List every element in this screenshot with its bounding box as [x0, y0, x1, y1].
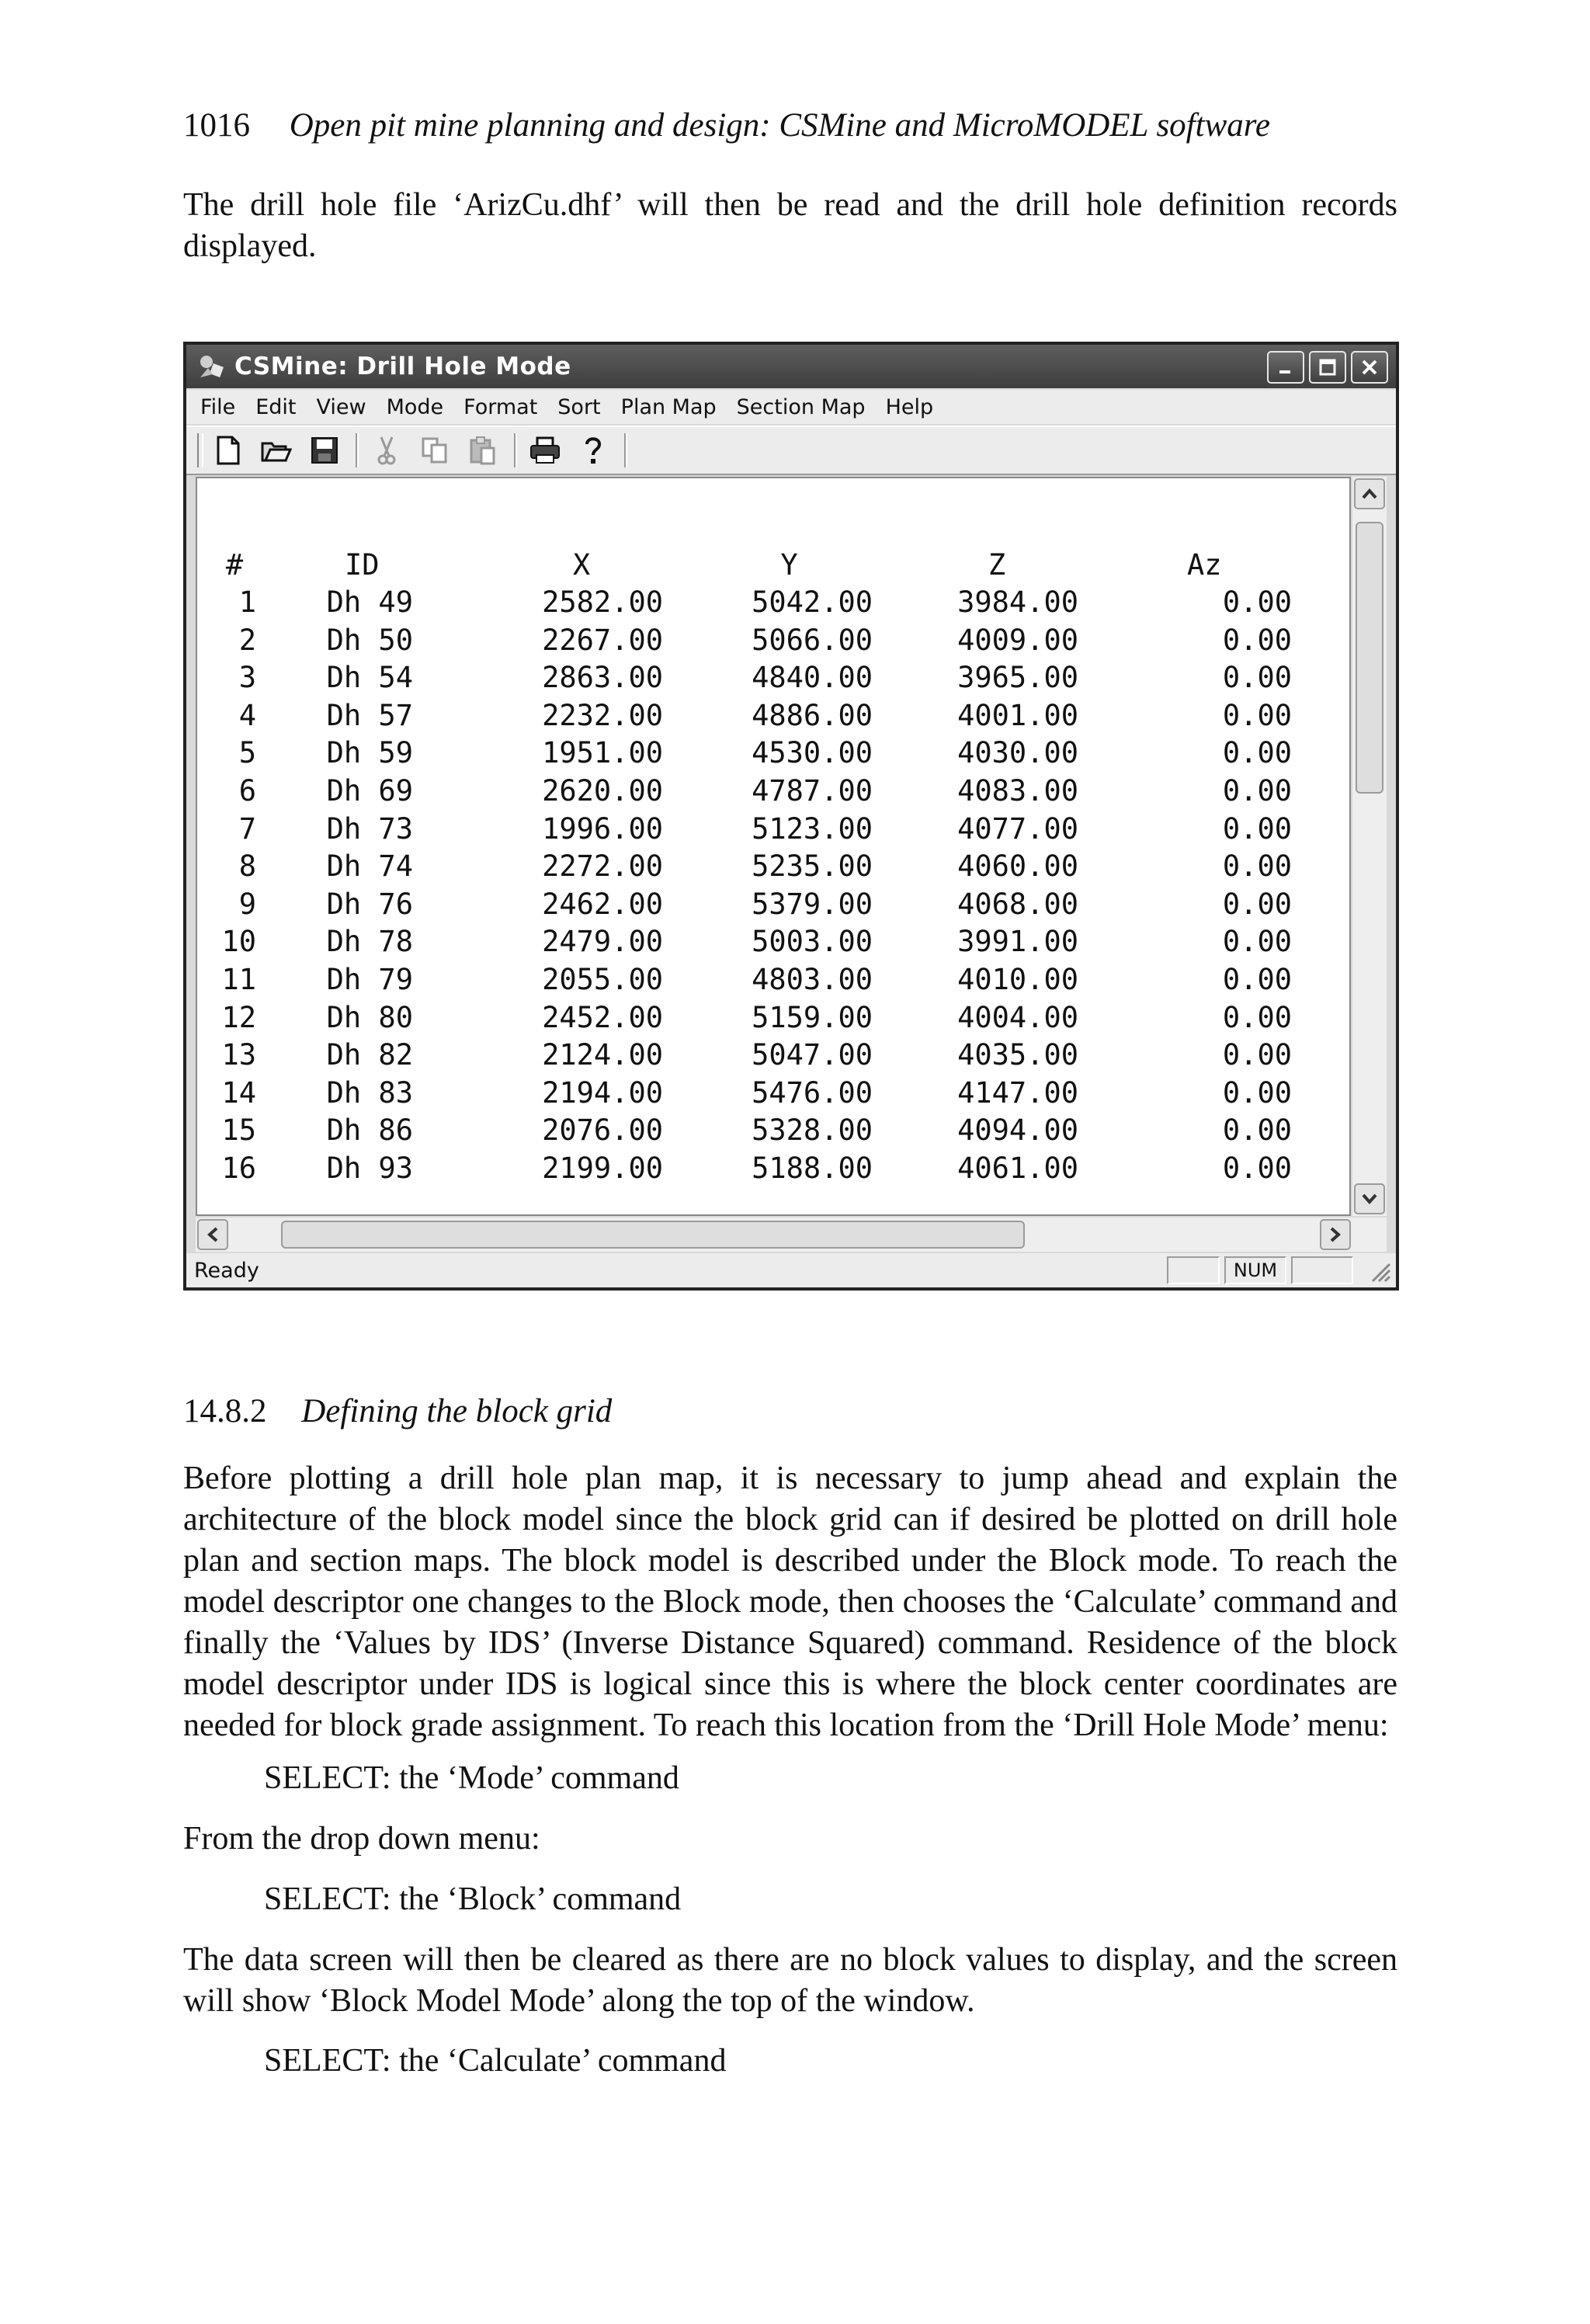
cell-z: 3984.00 — [957, 585, 1078, 619]
cell-x: 2124.00 — [542, 1038, 663, 1072]
running-title: Open pit mine planning and design: CSMine and MicroMODEL software — [289, 107, 1270, 144]
scroll-right-button[interactable] — [1320, 1219, 1351, 1250]
table-row — [197, 697, 1349, 735]
cell-az: 0.00 — [1222, 736, 1292, 770]
column-header-y: Y — [780, 548, 798, 582]
cell-z: 4083.00 — [957, 774, 1078, 808]
body-paragraph: The data screen will then be cleared as there are no block values to display, and the screen will show ‘Block Model Mode’ along the top of the window. — [183, 1942, 1397, 2019]
menu-file[interactable]: File — [200, 394, 236, 419]
table-row — [197, 584, 1349, 621]
table-header — [197, 547, 1349, 584]
cell-az: 0.00 — [1222, 1152, 1292, 1185]
copy-icon — [421, 436, 449, 464]
cell-az: 0.00 — [1222, 661, 1292, 695]
body-paragraph: From the drop down menu: — [183, 1821, 540, 1857]
cell-x: 2479.00 — [542, 925, 663, 959]
page-number: 1016 — [183, 107, 250, 144]
menu-format[interactable]: Format — [463, 394, 538, 419]
csmine-window — [183, 342, 1399, 1291]
cell-y: 5003.00 — [752, 925, 873, 959]
cut-icon — [375, 436, 398, 465]
cell-az: 0.00 — [1222, 963, 1292, 996]
cell-y: 5476.00 — [752, 1075, 873, 1110]
cell-x: 2199.00 — [542, 1152, 663, 1185]
cell-z: 4004.00 — [957, 1000, 1078, 1034]
cell-num: 16 — [221, 1152, 256, 1185]
cell-y: 5066.00 — [752, 623, 873, 657]
status-text: Ready — [194, 1258, 259, 1283]
cell-x: 2582.00 — [542, 585, 663, 619]
section-paragraph: Before plotting a drill hole plan map, it is necessary to jump ahead and explain the architecture of the block model since the block grid can if desired be plotted on drill hole plan and section maps. The block model is described under the Block mode. To reach the model descriptor one changes to the Block mode, then chooses the ‘Calculate’ command and finally the ‘Values by IDS’ (Inverse Distance Squared) command. Residence of the block model descriptor under IDS is logical since this is where the block center coordinates are needed for block grade assignment. To reach this location from the ‘Drill Hole Mode’ menu: — [183, 1461, 1397, 1743]
maximize-icon — [1317, 357, 1338, 377]
toolbar-grip — [197, 433, 203, 467]
cell-x: 2232.00 — [542, 698, 663, 732]
cell-z: 3965.00 — [957, 661, 1078, 695]
cell-az: 0.00 — [1222, 1113, 1292, 1148]
close-button[interactable] — [1351, 351, 1388, 384]
print-button[interactable] — [528, 433, 562, 467]
cell-id: Dh 79 — [326, 963, 413, 996]
section-heading — [183, 1388, 612, 1435]
cell-x: 2620.00 — [542, 774, 663, 808]
cell-x: 2462.00 — [542, 887, 663, 921]
cell-y: 5159.00 — [752, 1000, 873, 1034]
cell-y: 5123.00 — [752, 811, 873, 846]
status-pane-empty — [1167, 1256, 1220, 1284]
status-bar — [186, 1253, 1396, 1287]
cell-num: 14 — [221, 1075, 256, 1110]
cell-x: 2863.00 — [542, 661, 663, 695]
cell-az: 0.00 — [1222, 1038, 1292, 1072]
minimize-icon — [1276, 357, 1296, 377]
cell-num: 12 — [221, 1000, 256, 1034]
cell-az: 0.00 — [1222, 887, 1292, 921]
cell-id: Dh 49 — [326, 585, 413, 619]
print-icon — [529, 436, 561, 464]
table-row — [197, 961, 1349, 999]
cell-az: 0.00 — [1222, 925, 1292, 959]
select-instruction: SELECT: the ‘Calculate’ command — [264, 2043, 727, 2079]
table-row — [197, 923, 1349, 961]
status-pane-empty — [1291, 1256, 1353, 1284]
status-pane-num: NUM — [1224, 1256, 1286, 1284]
cell-z: 4030.00 — [957, 736, 1078, 770]
cell-z: 4077.00 — [957, 811, 1078, 846]
table-row — [197, 1037, 1349, 1074]
cell-id: Dh 78 — [326, 925, 413, 959]
column-header-x: X — [572, 548, 591, 582]
cell-y: 5188.00 — [752, 1152, 873, 1185]
select-instruction: SELECT: the ‘Mode’ command — [264, 1760, 679, 1796]
table-row — [197, 1150, 1349, 1187]
app-icon — [196, 351, 227, 382]
cell-y: 5379.00 — [752, 887, 873, 921]
scroll-left-button[interactable] — [197, 1219, 228, 1250]
cell-id: Dh 86 — [326, 1113, 413, 1148]
cell-id: Dh 69 — [326, 774, 413, 808]
chevron-right-icon — [1329, 1226, 1342, 1243]
window-controls — [1267, 351, 1388, 384]
horizontal-scroll-thumb[interactable] — [281, 1221, 1025, 1249]
cell-x: 2194.00 — [542, 1075, 663, 1110]
cut-button[interactable] — [370, 433, 404, 467]
cell-z: 4061.00 — [957, 1152, 1078, 1185]
menu-section-map[interactable]: Section Map — [736, 394, 866, 419]
menu-edit[interactable]: Edit — [255, 394, 297, 419]
cell-x: 2452.00 — [542, 1000, 663, 1034]
chevron-up-icon — [1361, 488, 1378, 500]
cell-id: Dh 54 — [326, 661, 413, 695]
menu-plan-map[interactable]: Plan Map — [620, 394, 717, 419]
new-file-icon — [215, 436, 241, 465]
column-header-az: Az — [1187, 548, 1222, 582]
cell-y: 4886.00 — [752, 698, 873, 732]
cell-y: 4530.00 — [752, 736, 873, 770]
cell-id: Dh 76 — [326, 887, 413, 921]
maximize-button[interactable] — [1309, 351, 1346, 384]
menu-mode[interactable]: Mode — [386, 394, 444, 419]
cell-z: 4060.00 — [957, 849, 1078, 884]
running-header — [183, 102, 1270, 149]
cell-z: 4094.00 — [957, 1113, 1078, 1148]
table-row — [197, 773, 1349, 810]
window-title: CSMine: Drill Hole Mode — [234, 353, 571, 380]
cell-num: 11 — [221, 963, 256, 996]
cell-az: 0.00 — [1222, 698, 1292, 732]
paste-button[interactable] — [466, 433, 500, 467]
save-icon — [311, 436, 338, 464]
cell-y: 5042.00 — [752, 585, 873, 619]
column-header-id: ID — [345, 548, 380, 582]
cell-x: 2272.00 — [542, 849, 663, 884]
cell-id: Dh 93 — [326, 1152, 413, 1185]
cell-az: 0.00 — [1222, 811, 1292, 846]
vertical-scroll-thumb[interactable] — [1356, 522, 1383, 794]
cell-y: 4840.00 — [752, 661, 873, 695]
cell-id: Dh 57 — [326, 698, 413, 732]
section-title: Defining the block grid — [301, 1393, 613, 1429]
cell-id: Dh 74 — [326, 849, 413, 884]
cell-id: Dh 73 — [326, 811, 413, 846]
cell-y: 5047.00 — [752, 1038, 873, 1072]
cell-id: Dh 82 — [326, 1038, 413, 1072]
toolbar-separator — [356, 433, 359, 467]
copy-button[interactable] — [418, 433, 452, 467]
cell-z: 4035.00 — [957, 1038, 1078, 1072]
cell-z: 4010.00 — [957, 963, 1078, 996]
cell-z: 4001.00 — [957, 698, 1078, 732]
column-header-number: # — [225, 548, 244, 582]
table-row — [197, 848, 1349, 885]
cell-num: 7 — [238, 811, 256, 846]
chevron-down-icon — [1361, 1193, 1378, 1205]
table-row — [197, 1112, 1349, 1149]
open-folder-icon — [261, 437, 292, 464]
scroll-up-button[interactable] — [1354, 478, 1385, 509]
table-row — [197, 622, 1349, 659]
table-row — [197, 659, 1349, 697]
cell-y: 4787.00 — [752, 774, 873, 808]
cell-x: 1951.00 — [542, 736, 663, 770]
window-titlebar — [186, 345, 1396, 388]
cell-id: Dh 83 — [326, 1075, 413, 1110]
table-row — [197, 886, 1349, 923]
cell-z: 4068.00 — [957, 887, 1078, 921]
menu-view[interactable]: View — [316, 394, 366, 419]
section-number: 14.8.2 — [183, 1393, 267, 1429]
cell-az: 0.00 — [1222, 1000, 1292, 1034]
menu-help[interactable]: Help — [885, 394, 934, 419]
cell-num: 10 — [221, 925, 256, 959]
vertical-scrollbar[interactable] — [1352, 477, 1387, 1216]
cell-num: 3 — [238, 661, 256, 695]
save-button[interactable] — [307, 433, 342, 467]
cell-z: 4147.00 — [957, 1075, 1078, 1110]
cell-x: 2055.00 — [542, 963, 663, 996]
column-header-z: Z — [988, 548, 1006, 582]
menu-bar — [186, 390, 1396, 424]
cell-num: 1 — [238, 585, 256, 619]
cell-az: 0.00 — [1222, 1075, 1292, 1110]
cell-num: 2 — [238, 623, 256, 657]
cell-az: 0.00 — [1222, 774, 1292, 808]
resize-grip-icon[interactable] — [1366, 1258, 1393, 1284]
scroll-down-button[interactable] — [1354, 1183, 1385, 1214]
cell-az: 0.00 — [1222, 585, 1292, 619]
cell-y: 5235.00 — [752, 849, 873, 884]
cell-num: 8 — [238, 849, 256, 884]
toolbar — [186, 426, 1396, 475]
cell-num: 15 — [221, 1113, 256, 1148]
cell-z: 3991.00 — [957, 925, 1078, 959]
minimize-button[interactable] — [1267, 351, 1304, 384]
select-instruction: SELECT: the ‘Block’ command — [264, 1881, 682, 1917]
open-button[interactable] — [259, 433, 293, 467]
new-button[interactable] — [211, 433, 245, 467]
menu-sort[interactable]: Sort — [557, 394, 601, 419]
cell-z: 4009.00 — [957, 623, 1078, 657]
cell-num: 13 — [221, 1038, 256, 1072]
table-row — [197, 811, 1349, 848]
toolbar-separator — [514, 433, 517, 467]
table-row — [197, 735, 1349, 772]
chevron-left-icon — [207, 1226, 219, 1243]
intro-paragraph: The drill hole file ‘ArizCu.dhf’ will then be read and the drill hole definition records displayed. — [183, 187, 1397, 264]
cell-id: Dh 80 — [326, 1000, 413, 1034]
cell-id: Dh 59 — [326, 736, 413, 770]
help-button[interactable] — [576, 433, 610, 467]
drill-hole-table — [196, 477, 1351, 1216]
cell-y: 5328.00 — [752, 1113, 873, 1148]
close-icon — [1359, 357, 1380, 377]
toolbar-separator — [624, 433, 627, 467]
cell-az: 0.00 — [1222, 849, 1292, 884]
help-icon — [581, 435, 605, 466]
cell-num: 5 — [238, 736, 256, 770]
cell-num: 9 — [238, 887, 256, 921]
cell-x: 1996.00 — [542, 811, 663, 846]
paste-icon — [469, 436, 497, 465]
cell-az: 0.00 — [1222, 623, 1292, 657]
cell-num: 4 — [238, 698, 256, 732]
cell-num: 6 — [238, 774, 256, 808]
cell-x: 2076.00 — [542, 1113, 663, 1148]
cell-y: 4803.00 — [752, 963, 873, 996]
horizontal-scrollbar[interactable] — [196, 1218, 1387, 1252]
table-row — [197, 1075, 1349, 1112]
cell-x: 2267.00 — [542, 623, 663, 657]
table-row — [197, 999, 1349, 1037]
cell-id: Dh 50 — [326, 623, 413, 657]
